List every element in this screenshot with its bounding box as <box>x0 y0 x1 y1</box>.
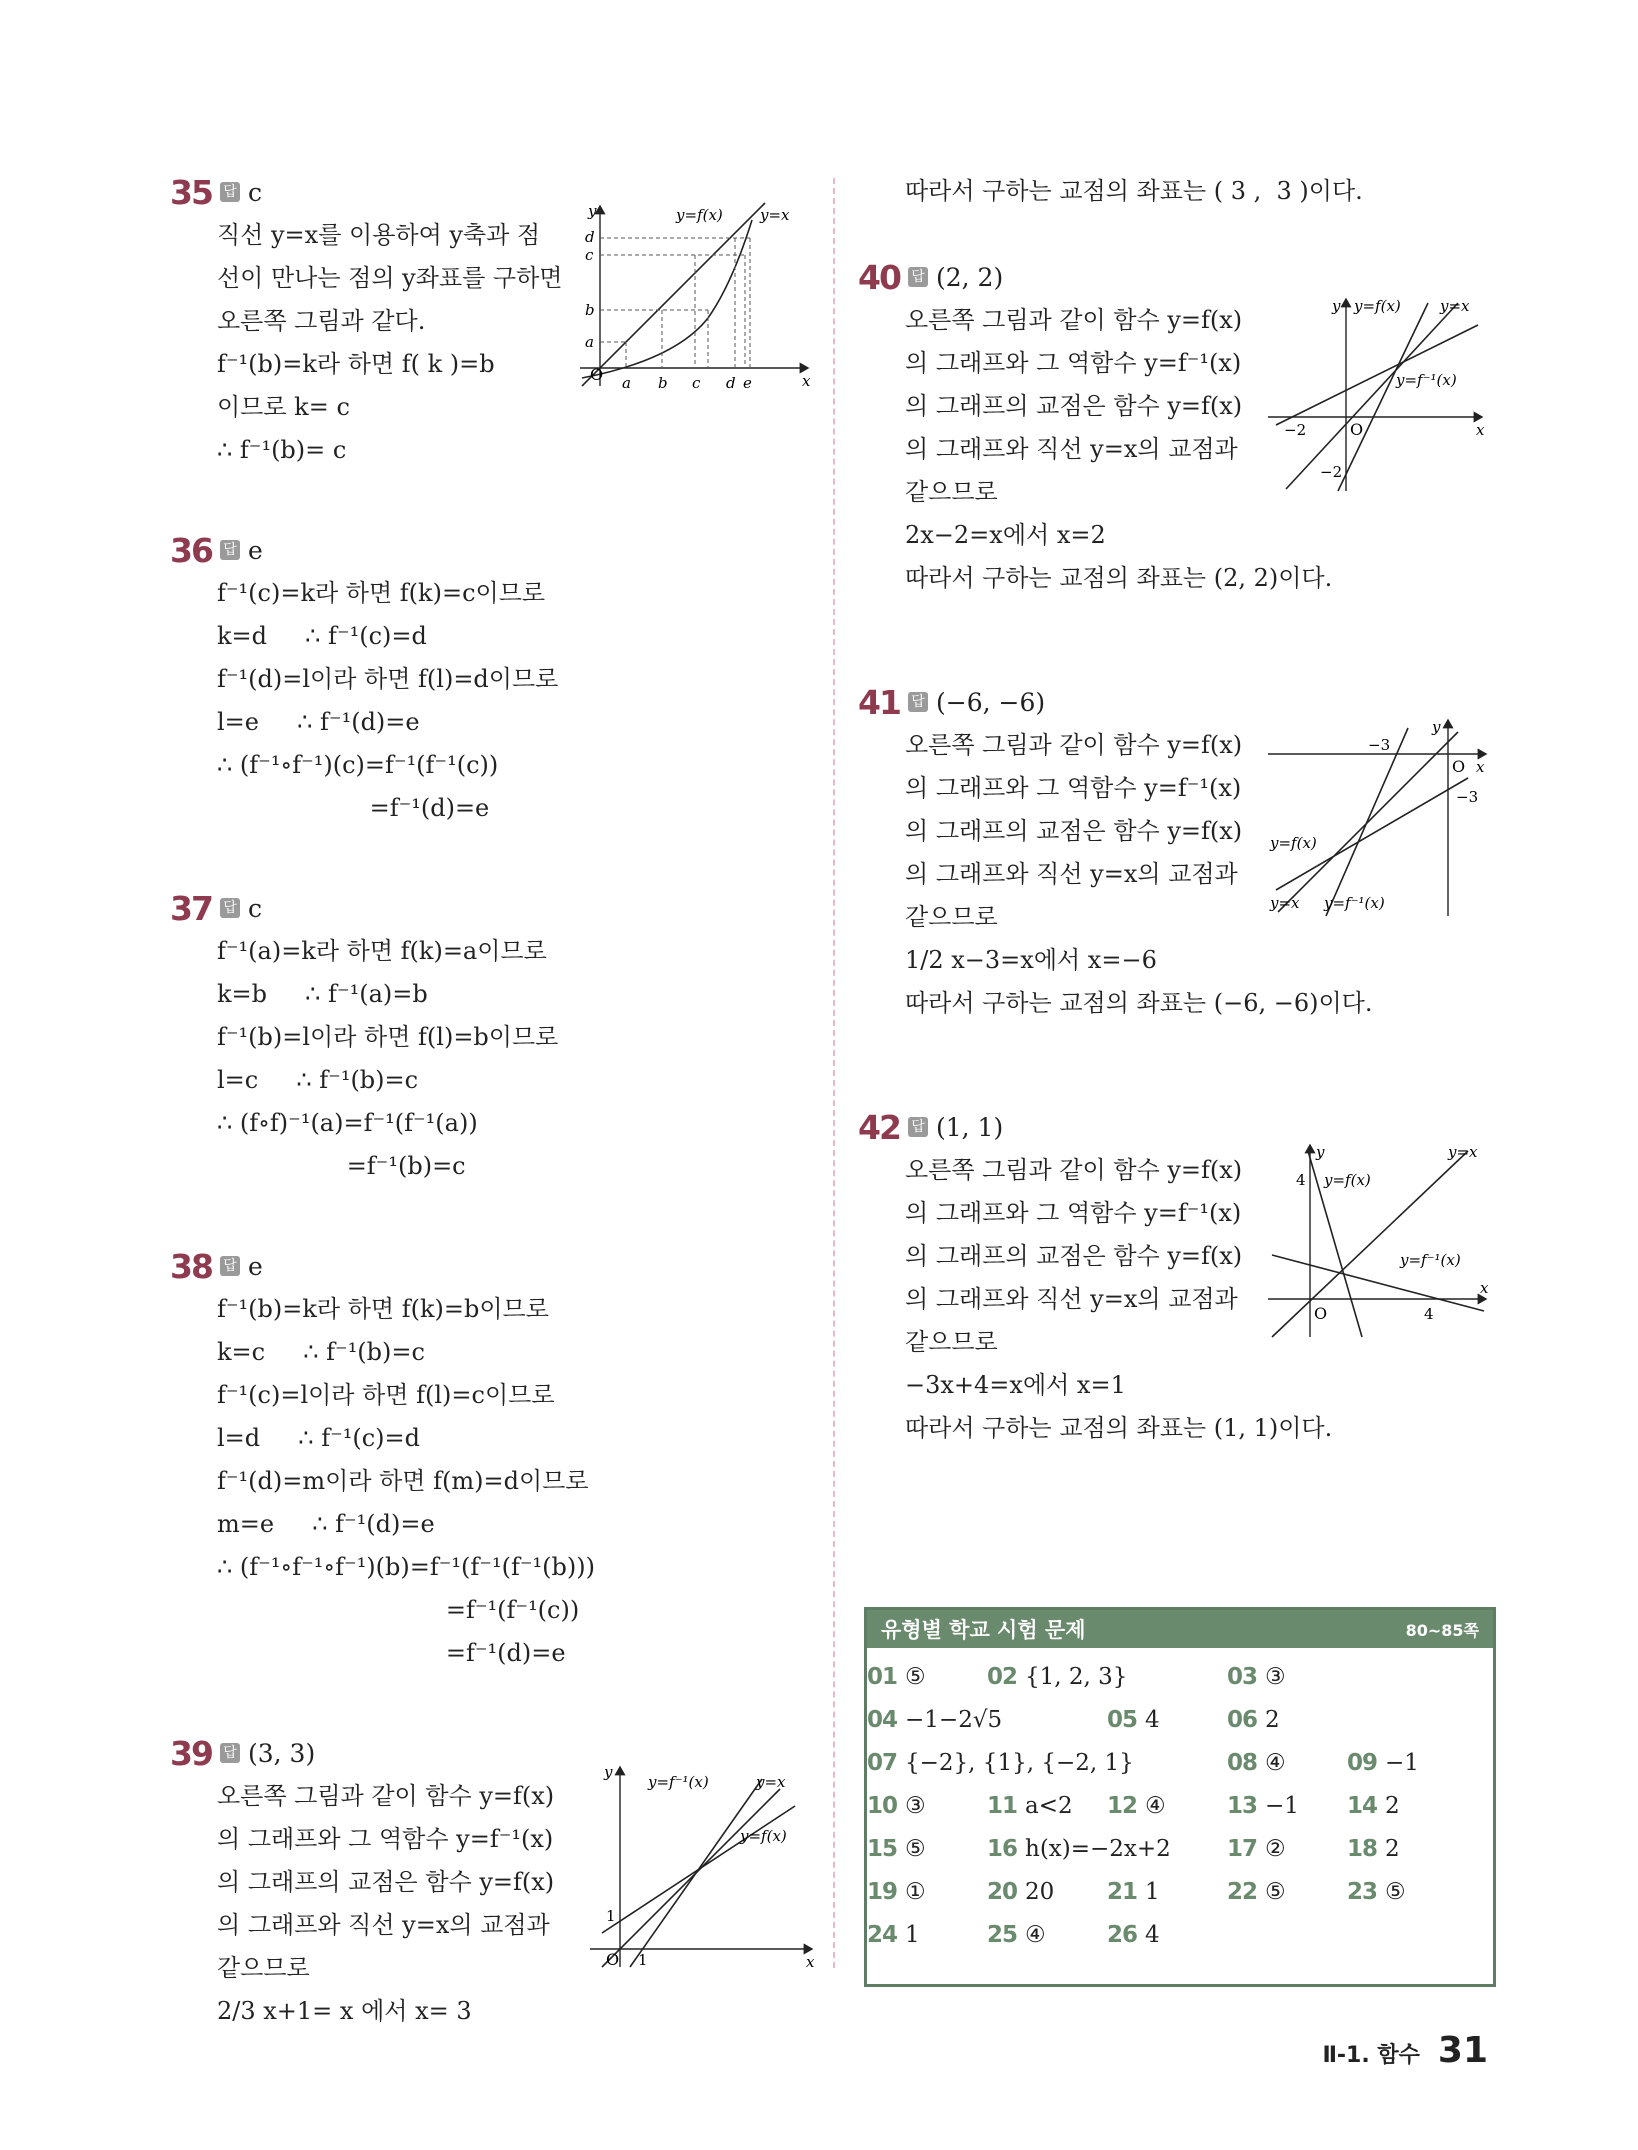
curve-label: y=f(x) <box>676 206 723 224</box>
origin-label: O <box>1314 1304 1328 1323</box>
problem-number: 37 <box>170 888 212 928</box>
problem-answer: c <box>248 893 263 923</box>
answer-key-header <box>867 1610 1493 1648</box>
solution-line: 2/3 x+1= x 에서 x= 3 <box>217 1997 480 2025</box>
answer-key-item: 22 ⑤ <box>1227 1879 1286 1905</box>
answer-key-item: 24 1 <box>867 1922 920 1948</box>
problem-40 <box>858 255 1498 600</box>
tick-label: −2 <box>1284 421 1307 439</box>
graph-41 <box>1268 716 1493 926</box>
graph-35 <box>580 200 816 390</box>
solution-line: 오른쪽 그림과 같다. <box>217 307 426 335</box>
answer-mark-icon: 답 <box>220 182 240 202</box>
chapter-label: Ⅱ-1. 함수 <box>1322 2043 1420 2068</box>
solution-line: 같으므로 <box>905 903 998 931</box>
origin-label: O <box>590 365 604 384</box>
solution-line: ∴ (f⁻¹∘f⁻¹∘f⁻¹)(b)=f⁻¹(f⁻¹(f⁻¹(b))) <box>217 1553 595 1581</box>
inverse-label: y=f⁻¹(x) <box>1324 894 1385 912</box>
problem-41 <box>858 680 1498 1025</box>
problem-number: 41 <box>858 682 900 722</box>
solution-line: 의 그래프의 교점은 함수 y=f(x) <box>905 1242 1243 1270</box>
answer-key-item: 12 ④ <box>1107 1793 1166 1819</box>
solution-line: l=c ∴ f⁻¹(b)=c <box>217 1066 419 1094</box>
solution-line: 오른쪽 그림과 같이 함수 y=f(x) <box>217 1782 555 1810</box>
tick-label: e <box>743 374 752 390</box>
solution-line: 같으므로 <box>905 478 998 506</box>
problem-number: 40 <box>858 257 900 297</box>
answer-key-item: 08 ④ <box>1227 1750 1286 1776</box>
solution-line: f⁻¹(c)=k라 하면 f(k)=c이므로 <box>217 579 546 607</box>
solution-line: 의 그래프의 교점은 함수 y=f(x) <box>905 817 1243 845</box>
tick-label: c <box>692 374 701 390</box>
solution-line: ∴ (f∘f)⁻¹(a)=f⁻¹(f⁻¹(a)) <box>217 1109 478 1137</box>
x-axis-label: x <box>1476 421 1485 439</box>
page-number: 31 <box>1437 2030 1488 2071</box>
tick-label: d <box>726 374 736 390</box>
answer-key-item: 17 ② <box>1227 1836 1286 1862</box>
answer-key-item: 26 4 <box>1107 1922 1160 1948</box>
answer-mark-icon: 답 <box>220 898 240 918</box>
problem-36 <box>170 528 830 830</box>
solution-line: k=c ∴ f⁻¹(b)=c <box>217 1338 425 1366</box>
solution-line: f⁻¹(b)=k라 하면 f(k)=b이므로 <box>217 1295 549 1323</box>
x-axis-label: x <box>802 372 811 390</box>
solution-line: −3x+4=x에서 x=1 <box>905 1371 1126 1399</box>
y-axis-label: y <box>1316 1143 1325 1161</box>
page-footer <box>1322 2030 1488 2071</box>
problem-answer: (1, 1) <box>936 1112 1004 1142</box>
solution-line: l=e ∴ f⁻¹(d)=e <box>217 708 420 736</box>
continuation-line: 따라서 구하는 교점의 좌표는 ( 3 , 3 )이다. <box>905 177 1363 205</box>
solution-line: 이므로 k= c <box>217 393 358 421</box>
answer-mark-icon: 답 <box>220 1743 240 1763</box>
answer-key-item: 01 ⑤ <box>867 1664 926 1690</box>
origin-label: O <box>1452 757 1466 776</box>
solution-line: k=b ∴ f⁻¹(a)=b <box>217 980 428 1008</box>
solution-line: 같으므로 <box>905 1328 998 1356</box>
solution-line: 1/2 x−3=x에서 x=−6 <box>905 946 1157 974</box>
tick-label: a <box>585 333 594 351</box>
problem-answer: e <box>248 535 263 565</box>
solution-line: 직선 y=x를 이용하여 y축과 점 <box>217 221 541 249</box>
solution-line: l=d ∴ f⁻¹(c)=d <box>217 1424 421 1452</box>
left-column <box>170 170 830 2089</box>
tick-label: 1 <box>606 1907 616 1925</box>
tick-label: −3 <box>1368 736 1391 754</box>
y-axis-label: y <box>1332 297 1341 315</box>
solution-line: 오른쪽 그림과 같이 함수 y=f(x) <box>905 1156 1243 1184</box>
solution-line: 따라서 구하는 교점의 좌표는 (1, 1)이다. <box>905 1414 1333 1442</box>
solution-line: 같으므로 <box>217 1954 310 1982</box>
function-label: y=f(x) <box>1354 297 1401 315</box>
problem-38 <box>170 1244 830 1675</box>
problem-answer: c <box>248 177 263 207</box>
solution-line: =f⁻¹(d)=e <box>217 794 490 822</box>
solution-line: =f⁻¹(d)=e <box>217 1639 566 1667</box>
solution-line: f⁻¹(c)=l이라 하면 f(l)=c이므로 <box>217 1381 555 1409</box>
answer-key-pages: 80~85쪽 <box>1405 1620 1479 1640</box>
solution-line: ∴ f⁻¹(b)= c <box>217 436 354 464</box>
graph-40 <box>1268 295 1488 495</box>
tick-label: −2 <box>1320 463 1343 481</box>
answer-key-item: 19 ① <box>867 1879 926 1905</box>
y-axis-label: y <box>1432 718 1441 736</box>
problem-number: 38 <box>170 1246 212 1286</box>
inverse-label: y=f⁻¹(x) <box>1396 371 1457 389</box>
inverse-label: y=f⁻¹(x) <box>1400 1251 1461 1269</box>
origin-label: O <box>1350 420 1364 439</box>
solution-line: 따라서 구하는 교점의 좌표는 (−6, −6)이다. <box>905 989 1373 1017</box>
answer-mark-icon: 답 <box>220 1256 240 1276</box>
answer-mark-icon: 답 <box>908 267 928 287</box>
solution-line: 의 그래프와 그 역함수 y=f⁻¹(x) <box>217 1825 554 1853</box>
problem-number: 35 <box>170 172 212 212</box>
tick-label: b <box>585 301 595 319</box>
solution-line: f⁻¹(d)=l이라 하면 f(l)=d이므로 <box>217 665 559 693</box>
problem-number: 42 <box>858 1107 900 1147</box>
answer-key-item: 10 ③ <box>867 1793 926 1819</box>
solution-line: m=e ∴ f⁻¹(d)=e <box>217 1510 435 1538</box>
answer-key-item: 05 4 <box>1107 1707 1160 1733</box>
x-axis-label: x <box>1476 758 1485 776</box>
solution-line: 의 그래프와 직선 y=x의 교점과 <box>905 435 1238 463</box>
y-axis-label: y <box>588 202 597 220</box>
line-label: y=x <box>756 1773 786 1791</box>
solution-line: 의 그래프의 교점은 함수 y=f(x) <box>905 392 1243 420</box>
solution-line: 오른쪽 그림과 같이 함수 y=f(x) <box>905 306 1243 334</box>
answer-key-item: 09 −1 <box>1347 1750 1419 1776</box>
solution-line: 의 그래프의 교점은 함수 y=f(x) <box>217 1868 555 1896</box>
function-label: y=f(x) <box>1324 1171 1371 1189</box>
answer-key-item: 14 2 <box>1347 1793 1400 1819</box>
answer-key-item: 15 ⑤ <box>867 1836 926 1862</box>
problem-answer: (2, 2) <box>936 262 1004 292</box>
answer-key-item: 06 2 <box>1227 1707 1280 1733</box>
answer-key-item: 11 a<2 <box>987 1793 1073 1819</box>
tick-label: 1 <box>638 1951 648 1969</box>
solution-line: 2x−2=x에서 x=2 <box>905 521 1106 549</box>
tick-label: −3 <box>1456 788 1479 806</box>
function-label: y=f(x) <box>1270 834 1317 852</box>
x-axis-label: x <box>806 1953 815 1971</box>
answer-key-item: 16 h(x)=−2x+2 <box>987 1836 1171 1862</box>
tick-label: 4 <box>1296 1171 1306 1189</box>
answer-key-box <box>864 1607 1496 1987</box>
answer-key-item: 07 {−2}, {1}, {−2, 1} <box>867 1750 1134 1776</box>
answer-key-item: 02 {1, 2, 3} <box>987 1664 1128 1690</box>
solution-line: 의 그래프와 직선 y=x의 교점과 <box>217 1911 550 1939</box>
answer-key-item: 13 −1 <box>1227 1793 1299 1819</box>
solution-line: 의 그래프와 직선 y=x의 교점과 <box>905 1285 1238 1313</box>
answer-key-item: 20 20 <box>987 1879 1055 1905</box>
tick-label: d <box>585 228 595 246</box>
problem-answer: (3, 3) <box>248 1738 316 1768</box>
problem-37 <box>170 886 830 1188</box>
origin-label: O <box>606 1950 620 1969</box>
right-column <box>858 170 1498 1506</box>
tick-label: 4 <box>1424 1305 1434 1323</box>
line-label: y=x <box>1440 297 1470 315</box>
answer-key-item: 23 ⑤ <box>1347 1879 1406 1905</box>
solution-line: 오른쪽 그림과 같이 함수 y=f(x) <box>905 731 1243 759</box>
answer-key-item: 25 ④ <box>987 1922 1046 1948</box>
answer-key-item: 21 1 <box>1107 1879 1160 1905</box>
problem-number: 36 <box>170 530 212 570</box>
x-axis-label: x <box>1480 1279 1489 1297</box>
answer-mark-icon: 답 <box>908 1117 928 1137</box>
graph-42 <box>1268 1141 1493 1341</box>
solution-line: 따라서 구하는 교점의 좌표는 (2, 2)이다. <box>905 564 1333 592</box>
problem-answer: (−6, −6) <box>936 687 1046 717</box>
tick-label: c <box>585 246 594 264</box>
answer-mark-icon: 답 <box>908 692 928 712</box>
solution-line: 선이 만나는 점의 y좌표를 구하면 <box>217 264 563 292</box>
answer-key-item: 18 2 <box>1347 1836 1400 1862</box>
graph-39 <box>590 1761 820 1971</box>
solution-line: f⁻¹(b)=l이라 하면 f(l)=b이므로 <box>217 1023 559 1051</box>
inverse-label: y=f⁻¹(x) <box>648 1773 709 1791</box>
solution-line: =f⁻¹(f⁻¹(c)) <box>217 1596 580 1624</box>
line-label: y=x <box>1270 894 1300 912</box>
solution-line: 의 그래프와 그 역함수 y=f⁻¹(x) <box>905 349 1242 377</box>
line-label: y=x <box>760 206 790 224</box>
function-label: y=f(x) <box>740 1827 787 1845</box>
problem-35 <box>170 170 830 472</box>
answer-key-item: 04 −1−2√5 <box>867 1707 1003 1733</box>
answer-key-title: 유형별 학교 시험 문제 <box>881 1618 1086 1642</box>
answer-key-item: 03 ③ <box>1227 1664 1286 1690</box>
solution-line: 의 그래프와 그 역함수 y=f⁻¹(x) <box>905 1199 1242 1227</box>
problem-answer: e <box>248 1251 263 1281</box>
answer-mark-icon: 답 <box>220 540 240 560</box>
tick-label: b <box>658 374 668 390</box>
y-axis-label: y <box>604 1763 613 1781</box>
line-label: y=x <box>1448 1143 1478 1161</box>
problem-number: 39 <box>170 1733 212 1773</box>
solution-line: f⁻¹(d)=m이라 하면 f(m)=d이므로 <box>217 1467 589 1495</box>
solution-line: 의 그래프와 직선 y=x의 교점과 <box>905 860 1238 888</box>
solution-line: f⁻¹(b)=k라 하면 f( k )=b <box>217 350 495 378</box>
solution-line: =f⁻¹(b)=c <box>217 1152 466 1180</box>
tick-label: a <box>622 374 631 390</box>
problem-42 <box>858 1105 1498 1450</box>
solution-line: f⁻¹(a)=k라 하면 f(k)=a이므로 <box>217 937 547 965</box>
solution-line: 의 그래프와 그 역함수 y=f⁻¹(x) <box>905 774 1242 802</box>
solution-line: ∴ (f⁻¹∘f⁻¹)(c)=f⁻¹(f⁻¹(c)) <box>217 751 499 779</box>
solution-line: k=d ∴ f⁻¹(c)=d <box>217 622 427 650</box>
column-divider <box>833 178 835 1968</box>
problem-39 <box>170 1731 830 2033</box>
